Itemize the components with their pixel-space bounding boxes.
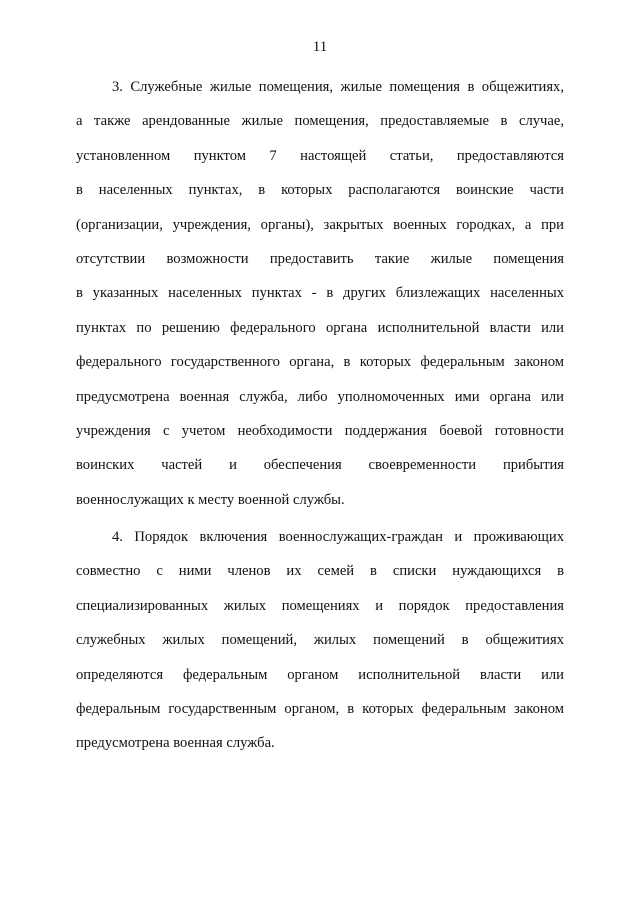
- text-line: установленном пунктом 7 настоящей статьи, предоставляются: [76, 147, 564, 164]
- text-line: а также арендованные жилые помещения, предоставляемые в случае,: [76, 113, 564, 130]
- text-line: определяются федеральным органом исполнительной власти или: [76, 666, 564, 683]
- text-line: учреждения с учетом необходимости поддержания боевой готовности: [76, 422, 564, 439]
- paragraph-4: [76, 520, 564, 761]
- text-line: специализированных жилых помещениях и порядок предоставления: [76, 597, 564, 614]
- text-line: федеральным государственным органом, в которых федеральным законом: [76, 700, 564, 717]
- text-line: федерального государственного органа, в которых федеральным законом: [76, 354, 564, 371]
- text-line: пунктах по решению федерального органа исполнительной власти или: [76, 319, 564, 336]
- text-line: служебных жилых помещений, жилых помещений в общежитиях: [76, 632, 564, 649]
- page-number: 11: [312, 39, 328, 55]
- text-line: предусмотрена военная служба.: [76, 735, 275, 752]
- text-line: военнослужащих к месту военной службы.: [76, 491, 345, 508]
- text-line: 3. Служебные жилые помещения, жилые помещения в общежитиях,: [112, 79, 564, 95]
- paragraph-3: [76, 70, 564, 517]
- text-line: предусмотрена военная служба, либо уполномоченных ими органа или: [76, 388, 564, 405]
- text-line: в населенных пунктах, в которых располагаются воинские части: [76, 182, 564, 199]
- text-line: 4. Порядок включения военнослужащих-граждан и проживающих: [112, 529, 564, 545]
- text-line: совместно с ними членов их семей в списки нуждающихся в: [76, 563, 564, 580]
- text-line: (организации, учреждения, органы), закрытых военных городках, а при: [76, 216, 564, 233]
- text-line: в указанных населенных пунктах - в других близлежащих населенных: [76, 285, 564, 302]
- text-line: отсутствии возможности предоставить такие жилые помещения: [76, 250, 564, 267]
- text-line: воинских частей и обеспечения своевременности прибытия: [76, 457, 564, 474]
